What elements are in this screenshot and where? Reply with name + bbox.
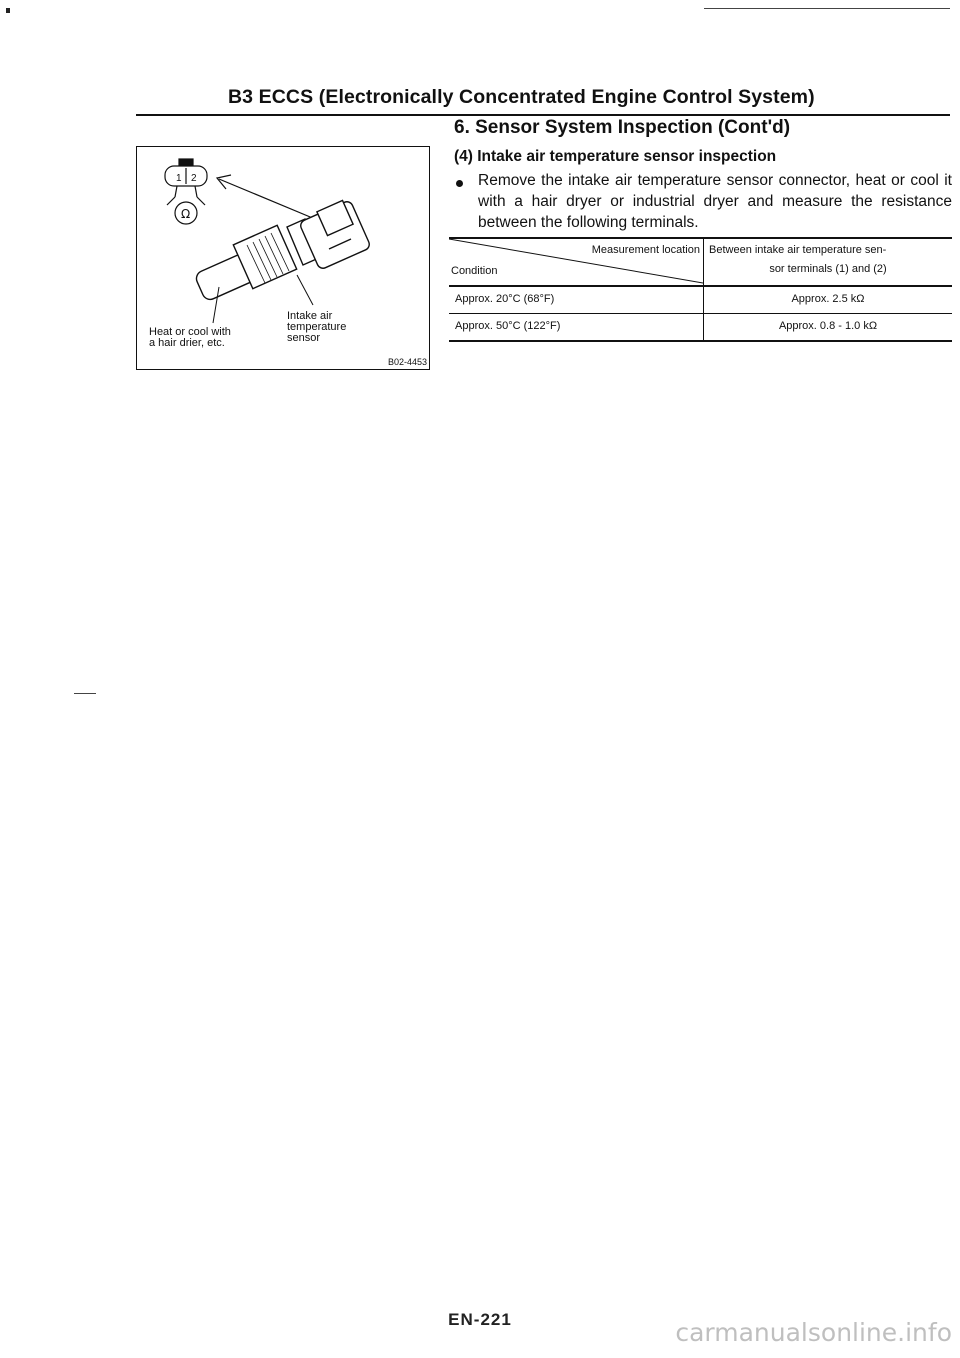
sensor-label-line2: temperature xyxy=(287,321,347,333)
sensor-label xyxy=(287,311,346,344)
terminal-1-label: 1 xyxy=(176,173,182,184)
scan-mark xyxy=(74,693,96,694)
row-condition: Approx. 20°C (68°F) xyxy=(455,293,555,305)
heat-cool-label-line1: Heat or cool with xyxy=(149,326,231,338)
pointer-arrow-icon xyxy=(217,175,315,219)
row-condition: Approx. 50°C (122°F) xyxy=(455,320,561,332)
header-measurement-location: Measurement location xyxy=(591,244,700,256)
instruction-text: Remove the intake air temperature sensor connector, heat or cool it with a hair dryer or industrial dryer and measure the resistance between the following terminals. xyxy=(478,172,952,231)
terminal-2-label: 2 xyxy=(191,173,197,184)
scan-mark xyxy=(6,8,10,13)
figure-code: B02-4453 xyxy=(387,357,427,367)
header-terminals-line1: Between intake air temperature sen- xyxy=(709,244,887,256)
header-terminals-line2: sor terminals (1) and (2) xyxy=(769,263,887,275)
sensor-label-line3: sensor xyxy=(287,332,321,344)
table-row xyxy=(449,287,952,314)
section-title: 6. Sensor System Inspection (Cont'd) xyxy=(454,117,791,138)
sensor-figure xyxy=(136,146,430,370)
header-condition: Condition xyxy=(451,265,498,277)
row-value: Approx. 0.8 - 1.0 kΩ xyxy=(778,320,878,332)
page-number: EN-221 xyxy=(448,1310,512,1329)
table-header xyxy=(449,237,952,287)
leader-line-sensor xyxy=(297,275,313,305)
sensor-label-line1: Intake air xyxy=(287,310,333,322)
header-rule xyxy=(136,114,950,116)
heat-cool-label xyxy=(149,327,231,349)
subsection-title: (4) Intake air temperature sensor inspection xyxy=(454,148,777,165)
header-title: B3 ECCS (Electronically Concentrated Engine Control System) xyxy=(228,86,815,108)
watermark: carmanualsonline.info xyxy=(675,1318,952,1347)
heat-cool-label-line2: a hair drier, etc. xyxy=(149,337,225,349)
row-value: Approx. 2.5 kΩ xyxy=(791,293,865,305)
ohm-icon: Ω xyxy=(181,207,191,221)
table-row xyxy=(449,314,952,342)
scan-mark xyxy=(704,8,950,9)
resistance-table xyxy=(449,237,952,342)
intake-air-temperature-sensor-icon xyxy=(194,200,371,302)
bullet-icon xyxy=(456,180,463,187)
